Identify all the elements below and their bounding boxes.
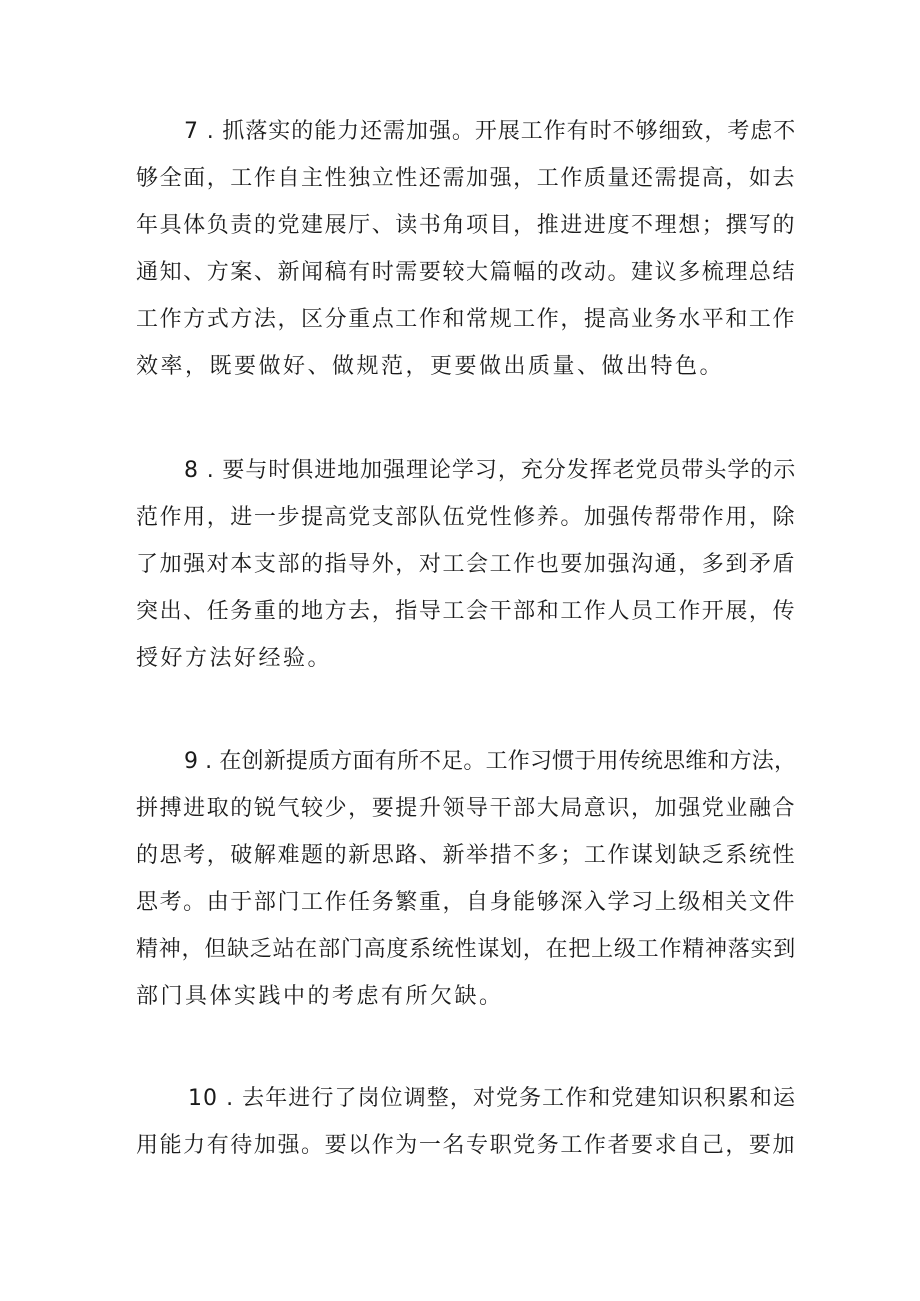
paragraph-line: 了加强对本支部的指导外，对工会工作也要加强沟通，多到矛盾 [136,552,796,577]
paragraph-line: 效率，既要做好、做规范，更要做出质量、做出特色。 [136,354,725,379]
paragraph-line: 思考。由于部门工作任务繁重，自身能够深入学习上级相关文件 [136,890,796,915]
paragraph-line: 够全面，工作自主性独立性还需加强，工作质量还需提高，如去 [136,166,796,191]
paragraph-line: 8 . 要与时俱进地加强理论学习，充分发挥老党员带头学的示 [184,458,796,483]
paragraph-line: 7 . 抓落实的能力还需加强。开展工作有时不够细致，考虑不 [184,119,796,144]
paragraph-line: 拼搏进取的锐气较少，要提升领导干部大局意识，加强党业融合 [136,796,796,821]
paragraph-line: 突出、任务重的地方去，指导工会干部和工作人员工作开展，传 [136,599,796,624]
paragraph-line: 精神，但缺乏站在部门高度系统性谋划，在把上级工作精神落实到 [136,937,796,962]
paragraph-line: 10 . 去年进行了岗位调整，对党务工作和党建知识积累和运 [188,1086,796,1111]
paragraph-line: 年具体负责的党建展厅、读书角项目，推进进度不理想；撰写的 [136,213,796,238]
paragraph-line: 部门具体实践中的考虑有所欠缺。 [136,984,504,1009]
paragraph-line: 通知、方案、新闻稿有时需要较大篇幅的改动。建议多梳理总结 [136,260,796,285]
paragraph-line: 工作方式方法，区分重点工作和常规工作，提高业务水平和工作 [136,307,796,332]
paragraph-line: 9 . 在创新提质方面有所不足。工作习惯于用传统思维和方法， [184,749,796,774]
paragraph-line: 授好方法好经验。 [136,646,333,671]
paragraph-line: 范作用，进一步提高党支部队伍党性修养。加强传帮带作用，除 [136,505,796,530]
paragraph-line: 的思考，破解难题的新思路、新举措不多；工作谋划缺乏系统性 [136,843,796,868]
paragraph-line: 用能力有待加强。要以作为一名专职党务工作者要求自己，要加 [136,1133,796,1158]
